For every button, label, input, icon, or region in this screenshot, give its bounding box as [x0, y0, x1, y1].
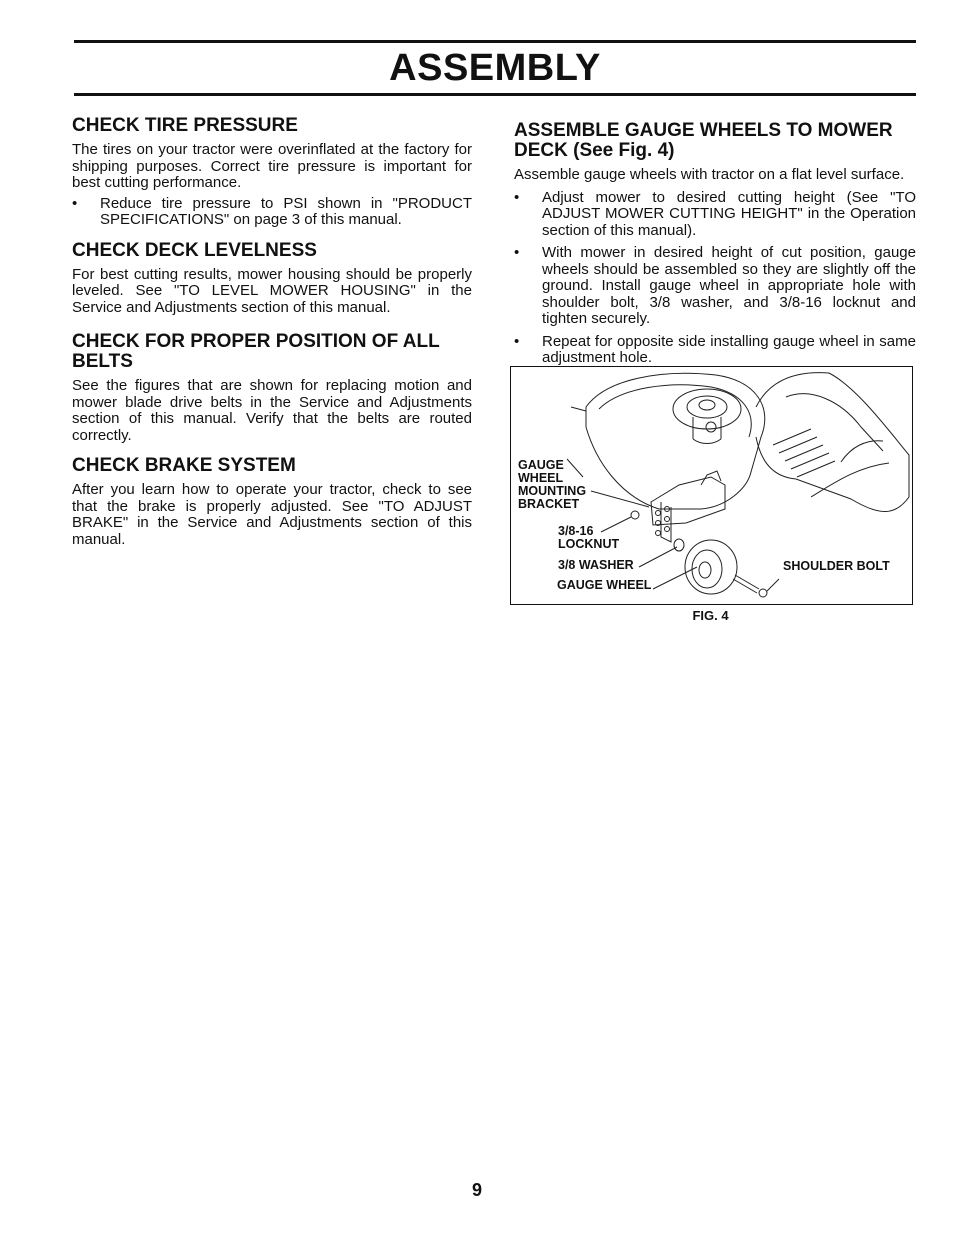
label-gauge-wheel-bracket-1: GAUGE [518, 458, 564, 472]
label-gauge-wheel-bracket-2: WHEEL [518, 471, 564, 485]
figure-caption: FIG. 4 [692, 608, 729, 623]
section-brake [72, 456, 472, 548]
label-gauge-wheel: GAUGE WHEEL [557, 578, 652, 592]
belts-text: See the figures that are shown for replacing motion and mower blade drive belts in the Service and Adjustments section of this manual. Verify that the belts are routed correctly. [72, 377, 472, 444]
deck-levelness-heading: CHECK DECK LEVELNESS [72, 239, 317, 261]
label-washer: 3/8 WASHER [558, 558, 634, 572]
label-locknut-2: LOCKNUT [558, 537, 620, 551]
section-belts [72, 332, 472, 444]
gauge-wheels-bullet-text: Repeat for opposite side installing gauge wheel in same adjustment hole. [542, 332, 916, 366]
bullet-dot: • [514, 244, 520, 261]
label-locknut-1: 3/8-16 [558, 524, 594, 538]
section-tire-pressure [72, 116, 472, 229]
tire-pressure-bullet [72, 196, 472, 229]
right-column [514, 121, 916, 367]
page-number: 9 [471, 1180, 482, 1200]
deck-levelness-text: For best cutting results, mower housing should be properly leveled. See "TO LEVEL MOWER HOUSING" in the Service and Adjustments section of this manual. [72, 265, 472, 316]
tire-pressure-heading: CHECK TIRE PRESSURE [72, 115, 298, 136]
brake-heading: CHECK BRAKE SYSTEM [72, 455, 296, 476]
brake-text: After you learn how to operate your tractor, check to see that the brake is properly adjusted. See "TO ADJUST BRAKE" in the Service and Adjustments section of this manual. [72, 481, 472, 548]
gauge-wheels-bullet-text: With mower in desired height of cut position, gauge wheels should be assembled so they are slightly off the ground. Install gauge wheel in appropriate hole with shoulder bolt, 3/8 washer, and 3/8-16 locknut and tighten securely. [542, 244, 916, 327]
page-title: ASSEMBLY [389, 47, 601, 89]
section-deck-levelness [72, 241, 472, 317]
bullet-dot: • [72, 194, 78, 212]
left-column [72, 116, 472, 560]
header-rule-bottom [74, 93, 916, 96]
bullet-dot: • [514, 332, 520, 350]
bullet-dot: • [514, 188, 520, 206]
label-shoulder-bolt: SHOULDER BOLT [783, 559, 890, 573]
label-gauge-wheel-bracket-3: MOUNTING [518, 484, 587, 498]
gauge-wheels-bullet-text: Adjust mower to desired cutting height (See "TO ADJUST MOWER CUTTING HEIGHT" in the Operation section of this manual). [542, 188, 916, 239]
tire-pressure-bullet-text: Reduce tire pressure to PSI shown in "PRODUCT SPECIFICATIONS" on page 3 of this manual. [100, 194, 472, 228]
tire-pressure-text: The tires on your tractor were overinflated at the factory for shipping purposes. Correct tire pressure is important for best cutting performance. [72, 141, 472, 191]
gauge-wheels-bullet [514, 334, 916, 367]
figure-4-illustration [510, 366, 913, 605]
label-gauge-wheel-bracket-4: BRACKET [518, 497, 580, 511]
gauge-wheels-bullet [514, 245, 916, 328]
gauge-wheels-heading: ASSEMBLE GAUGE WHEELS TO MOWER DECK (See Fig. 4) [514, 120, 893, 161]
gauge-wheels-bullet [514, 190, 916, 240]
gauge-wheels-intro: Assemble gauge wheels with tractor on a flat level surface. [514, 166, 905, 183]
belts-heading: CHECK FOR PROPER POSITION OF ALL BELTS [72, 331, 440, 372]
